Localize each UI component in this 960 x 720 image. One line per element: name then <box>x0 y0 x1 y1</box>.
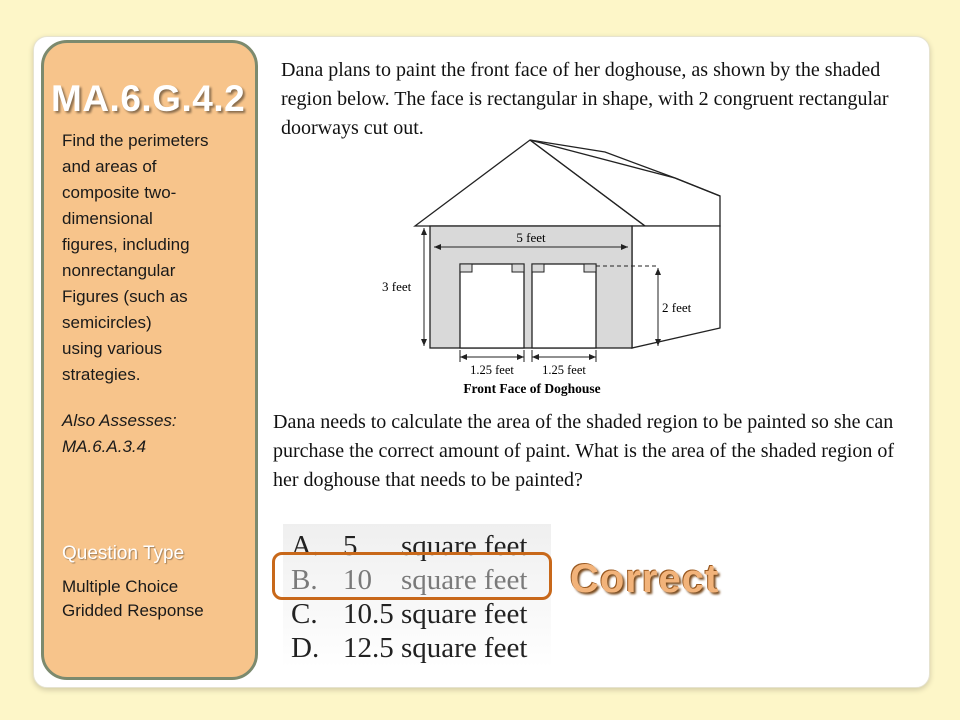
label-door1-width: 1.25 feet <box>470 363 514 377</box>
description-line: and areas of <box>62 157 157 176</box>
choice-c[interactable] <box>291 596 527 632</box>
choice-unit: square feet <box>401 564 528 596</box>
also-assesses-code: MA.6.A.3.4 <box>62 437 147 456</box>
also-assesses-label: Also Assesses: <box>62 411 177 430</box>
choice-value: 10 <box>343 564 372 596</box>
doghouse-diagram <box>380 138 725 400</box>
choice-letter: C. <box>291 598 318 630</box>
description-line: Find the perimeters <box>62 131 209 150</box>
question-text: Dana needs to calculate the area of the shaded region to be painted so she can purchase the correct amount of paint. What is the area of the shaded region of her doghouse that needs to be painted? <box>273 411 895 491</box>
choice-value: 12.5 <box>343 632 394 664</box>
description-line: dimensional <box>62 209 153 228</box>
problem-prompt: Dana plans to paint the front face of her doghouse, as shown by the shaded region below. The face is rectangular in shape, with 2 congruent rectangular doorways cut out. <box>281 59 889 139</box>
description-line: using various <box>62 339 163 358</box>
doorway-right <box>532 264 596 348</box>
standard-code: MA.6.G.4.2 <box>51 78 246 119</box>
also-assesses <box>62 408 242 460</box>
diagram-caption: Front Face of Doghouse <box>463 381 601 396</box>
description-line: nonrectangular <box>62 261 176 280</box>
question-type-item: Gridded Response <box>62 601 204 620</box>
selected-choice-highlight <box>272 552 552 600</box>
choice-d[interactable] <box>291 630 527 666</box>
correct-feedback: Correct <box>570 557 720 601</box>
description-line: strategies. <box>62 365 141 384</box>
label-width: 5 feet <box>516 230 546 245</box>
description-line: semicircles) <box>62 313 152 332</box>
label-door-height: 2 feet <box>662 300 692 315</box>
standard-description <box>62 128 242 388</box>
question-type-item: Multiple Choice <box>62 577 179 596</box>
choice-unit: square feet <box>401 530 528 562</box>
choice-unit: square feet <box>401 632 528 664</box>
choice-value: 10.5 <box>343 598 394 630</box>
side-wall <box>632 226 720 348</box>
description-line: Figures (such as <box>62 287 188 306</box>
doorway-left <box>460 264 524 348</box>
choice-letter: A. <box>291 530 320 562</box>
label-door2-width: 1.25 feet <box>542 363 586 377</box>
choice-unit: square feet <box>401 598 528 630</box>
roof-front <box>415 140 645 226</box>
choice-letter: B. <box>291 564 318 596</box>
question-type-list <box>62 575 204 623</box>
choice-value: 5 <box>343 530 358 562</box>
question-type-heading: Question Type <box>62 543 185 564</box>
label-height: 3 feet <box>382 279 412 294</box>
description-line: composite two- <box>62 183 177 202</box>
choice-letter: D. <box>291 632 320 664</box>
description-line: figures, including <box>62 235 190 254</box>
